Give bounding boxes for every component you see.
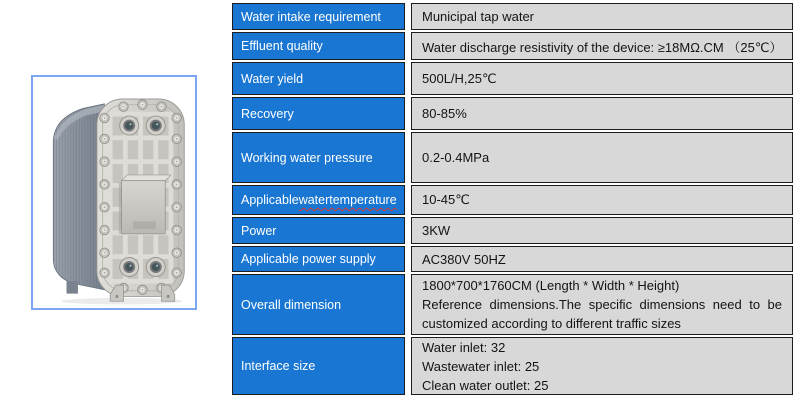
spec-value-overall-dimension: [411, 274, 793, 335]
label-text: Applicable: [241, 193, 299, 207]
spec-table: [232, 3, 793, 395]
product-photo-frame: [31, 75, 197, 310]
spec-value-power: 3KW: [411, 217, 793, 244]
misspelled-word: watertemperature: [298, 193, 397, 207]
spec-label-recovery: Recovery: [232, 97, 405, 130]
interface-line: Clean water outlet: 25: [422, 377, 549, 393]
spec-label-water-temperature: [232, 185, 405, 215]
spec-value-interface-size: [411, 337, 793, 395]
spec-value-working-pressure: 0.2-0.4MPa: [411, 132, 793, 183]
interface-line: Wastewater inlet: 25: [422, 358, 540, 374]
spec-label-power-supply: Applicable power supply: [232, 246, 405, 272]
dimension-line: 1800*700*1760CM (Length * Width * Height): [422, 278, 680, 293]
spec-label-overall-dimension: Overall dimension: [232, 274, 405, 335]
spec-label-effluent-quality: Effluent quality: [232, 32, 405, 60]
spec-value-effluent-quality: Water discharge resistivity of the device: ≥18MΩ.CM （25℃）: [411, 32, 793, 60]
spec-label-interface-size: Interface size: [232, 337, 405, 395]
spec-value-water-yield: 500L/H,25℃: [411, 62, 793, 95]
spec-label-working-pressure: Working water pressure: [232, 132, 405, 183]
spec-value-water-intake: Municipal tap water: [411, 3, 793, 30]
interface-line: Water inlet: 32: [422, 339, 506, 355]
spec-label-water-yield: Water yield: [232, 62, 405, 95]
spec-value-recovery: 80-85%: [411, 97, 793, 130]
spec-value-water-temperature: 10-45℃: [411, 185, 793, 215]
spec-label-power: Power: [232, 217, 405, 244]
edi-module-illustration: [36, 80, 192, 305]
dimension-note: Reference dimensions.The specific dimensions need to be customized according to different traffic sizes: [422, 297, 782, 331]
spec-label-water-intake: Water intake requirement: [232, 3, 405, 30]
spec-value-power-supply: AC380V 50HZ: [411, 246, 793, 272]
